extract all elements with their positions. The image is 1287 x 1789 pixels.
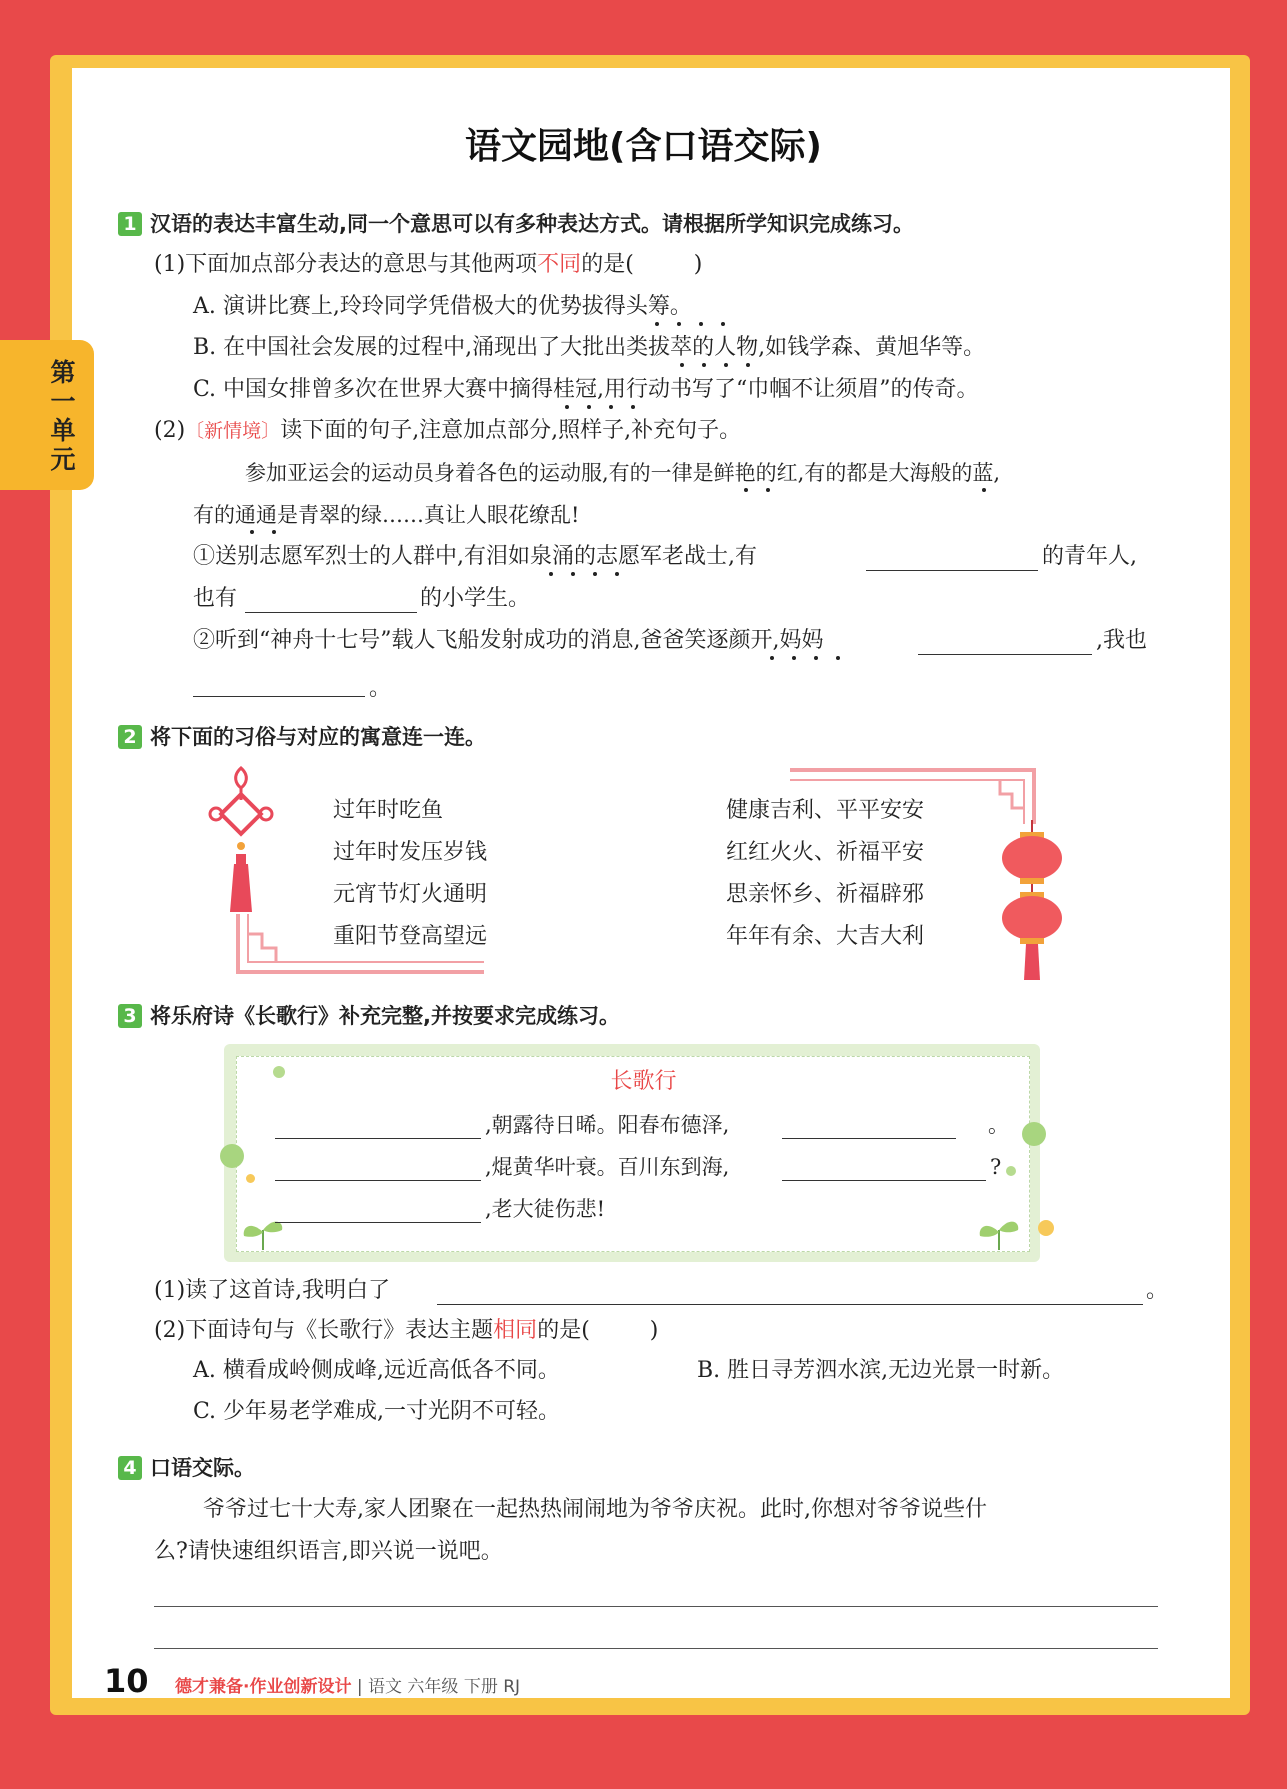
q3-part2: (2)下面诗句与《长歌行》表达主题相同的是( ) — [154, 1318, 659, 1343]
q2-stem — [118, 722, 486, 752]
meaning-right-4[interactable]: 年年有余、大吉大利 — [726, 924, 925, 949]
q1-blank-1[interactable] — [866, 570, 1038, 571]
q1-blank-2[interactable] — [245, 612, 417, 613]
page-footer: 德才兼备·作业创新设计 | 语文 六年级 下册 RJ — [175, 1677, 521, 1697]
emphasis-dot — [587, 405, 591, 409]
q3-option-a: A. 横看成岭侧成峰,远近高低各不同。 — [193, 1358, 560, 1383]
q1-part1: (1)下面加点部分表达的意思与其他两项不同的是( ) — [154, 252, 703, 277]
q3-option-b: B. 胜日寻芳泗水滨,无边光景一时新。 — [697, 1358, 1065, 1383]
poem-line3: ,老大徒伤悲! — [485, 1197, 606, 1221]
poem-blank-4[interactable] — [782, 1180, 986, 1181]
emphasis-dot — [814, 656, 818, 660]
q4-stem — [118, 1453, 255, 1483]
emphasis-dot — [721, 322, 725, 326]
q4-prompt-line2: 么?请快速组织语言,即兴说一说吧。 — [154, 1539, 503, 1564]
decor-dot — [1038, 1220, 1054, 1236]
emphasis-dot — [272, 530, 276, 534]
q3-stem — [118, 1001, 620, 1031]
emphasis-dot — [699, 322, 703, 326]
poem-blank-1[interactable] — [275, 1138, 481, 1139]
custom-left-2[interactable]: 过年时发压岁钱 — [333, 840, 488, 865]
q3-number: 3 — [118, 1004, 142, 1028]
q1-blank-4[interactable] — [193, 696, 365, 697]
q1-sentence1-b: 的青年人, — [1042, 544, 1137, 569]
q1-sentence2-c: 。 — [369, 676, 392, 701]
meaning-right-3[interactable]: 思亲怀乡、祈福辟邪 — [726, 882, 925, 907]
poem-title: 长歌行 — [610, 1069, 677, 1094]
q1-number: 1 — [118, 212, 142, 236]
q3-option-c: C. 少年易老学难成,一寸光阴不可轻。 — [193, 1399, 561, 1424]
frame-corner-icon — [790, 766, 1038, 826]
q3-part1-end: 。 — [1146, 1278, 1169, 1303]
custom-left-3[interactable]: 元宵节灯火通明 — [333, 882, 488, 907]
poem-blank-5[interactable] — [275, 1222, 481, 1223]
emphasis-dot — [549, 572, 553, 576]
emphasis-dot — [744, 488, 748, 492]
poem-blank-3[interactable] — [275, 1180, 481, 1181]
q4-answer-line-2[interactable] — [154, 1648, 1158, 1649]
emphasis-dot — [631, 405, 635, 409]
unit-side-tab — [0, 340, 94, 490]
emphasis-dot — [565, 405, 569, 409]
decor-dot — [246, 1174, 255, 1183]
emphasis-dot — [250, 530, 254, 534]
decor-dot — [1022, 1122, 1046, 1146]
chinese-knot-icon — [206, 764, 276, 914]
emphasis-dot — [770, 656, 774, 660]
lantern-icon — [996, 820, 1066, 984]
emphasis-dot — [680, 363, 684, 367]
meaning-right-2[interactable]: 红红火火、祈福平安 — [726, 840, 925, 865]
q1-blank-3[interactable] — [918, 654, 1092, 655]
emphasis-dot — [571, 572, 575, 576]
decor-dot — [220, 1144, 244, 1168]
emphasis-dot — [702, 363, 706, 367]
series-name: 德才兼备·作业创新设计 — [175, 1677, 352, 1697]
q4-prompt-line1: 爷爷过七十大寿,家人团聚在一起热热闹闹地为爷爷庆祝。此时,你想对爷爷说些什 — [203, 1497, 987, 1522]
emphasis-dot — [677, 322, 681, 326]
q4-answer-line-1[interactable] — [154, 1606, 1158, 1607]
q1-example-line2: 有的通通是青翠的绿……真让人眼花缭乱! — [193, 503, 580, 527]
emphasis-dot — [792, 656, 796, 660]
book-info: 语文 六年级 下册 RJ — [368, 1677, 521, 1697]
emphasis-dot — [982, 488, 986, 492]
poem-line2: ,焜黄华叶衰。百川东到海, — [485, 1155, 730, 1179]
emphasis-dot — [724, 363, 728, 367]
sprout-icon — [976, 1214, 1022, 1250]
q1-stem — [118, 209, 914, 239]
poem-line1: ,朝露待日晞。阳春布德泽, — [485, 1113, 730, 1137]
emphasis-dot — [746, 363, 750, 367]
q4-number: 4 — [118, 1456, 142, 1480]
emphasis-dot — [593, 572, 597, 576]
page-number: 10 — [104, 1662, 149, 1700]
sprout-icon — [240, 1214, 286, 1250]
q3-text: 将乐府诗《长歌行》补充完整,并按要求完成练习。 — [150, 1004, 620, 1028]
q1-sentence1-c: 也有 — [193, 586, 238, 611]
custom-left-4[interactable]: 重阳节登高望远 — [333, 924, 488, 949]
q1-text: 汉语的表达丰富生动,同一个意思可以有多种表达方式。请根据所学知识完成练习。 — [150, 212, 914, 236]
q1-sentence2-a: ②听到“神舟十七号”载人飞船发射成功的消息,爸爸笑逐颜开,妈妈 — [193, 628, 824, 653]
emphasis-dot — [836, 656, 840, 660]
page-title: 语文园地(含口语交际) — [465, 126, 822, 167]
q4-text: 口语交际。 — [150, 1456, 255, 1480]
emphasis-dot — [655, 322, 659, 326]
poem-line2-end: ? — [990, 1155, 1002, 1179]
q1-part2: (2)〔新情境〕读下面的句子,注意加点部分,照样子,补充句子。 — [154, 418, 742, 443]
unit-label: 第一单元 — [50, 358, 76, 474]
meaning-right-1[interactable]: 健康吉利、平平安安 — [726, 798, 925, 823]
q1-sentence2-b: ,我也 — [1096, 628, 1147, 653]
q2-number: 2 — [118, 725, 142, 749]
q3-answer-blank[interactable] — [437, 1304, 1143, 1305]
q1-option-b: B. 在中国社会发展的过程中,涌现出了大批出类拔萃的人物,如钱学森、黄旭华等。 — [193, 335, 986, 360]
emphasis-dot — [609, 405, 613, 409]
custom-left-1[interactable]: 过年时吃鱼 — [333, 798, 444, 823]
q2-text: 将下面的习俗与对应的寓意连一连。 — [150, 725, 486, 749]
q1-option-a: A. 演讲比赛上,玲玲同学凭借极大的优势拔得头筹。 — [193, 294, 692, 319]
q1-option-c: C. 中国女排曾多次在世界大赛中摘得桂冠,用行动书写了“巾帼不让须眉”的传奇。 — [193, 377, 979, 402]
decor-dot — [1006, 1166, 1016, 1176]
poem-blank-2[interactable] — [782, 1138, 956, 1139]
q3-part1: (1)读了这首诗,我明白了 — [154, 1278, 391, 1303]
q1-sentence1-d: 的小学生。 — [420, 586, 531, 611]
q1-example-line1: 参加亚运会的运动员身着各色的运动服,有的一律是鲜艳的红,有的都是大海般的蓝, — [245, 461, 1001, 485]
emphasis-dot — [766, 488, 770, 492]
emphasis-dot — [615, 572, 619, 576]
q1-sentence1-a: ①送别志愿军烈士的人群中,有泪如泉涌的志愿军老战士,有 — [193, 544, 757, 569]
poem-line1-end: 。 — [988, 1113, 1009, 1137]
